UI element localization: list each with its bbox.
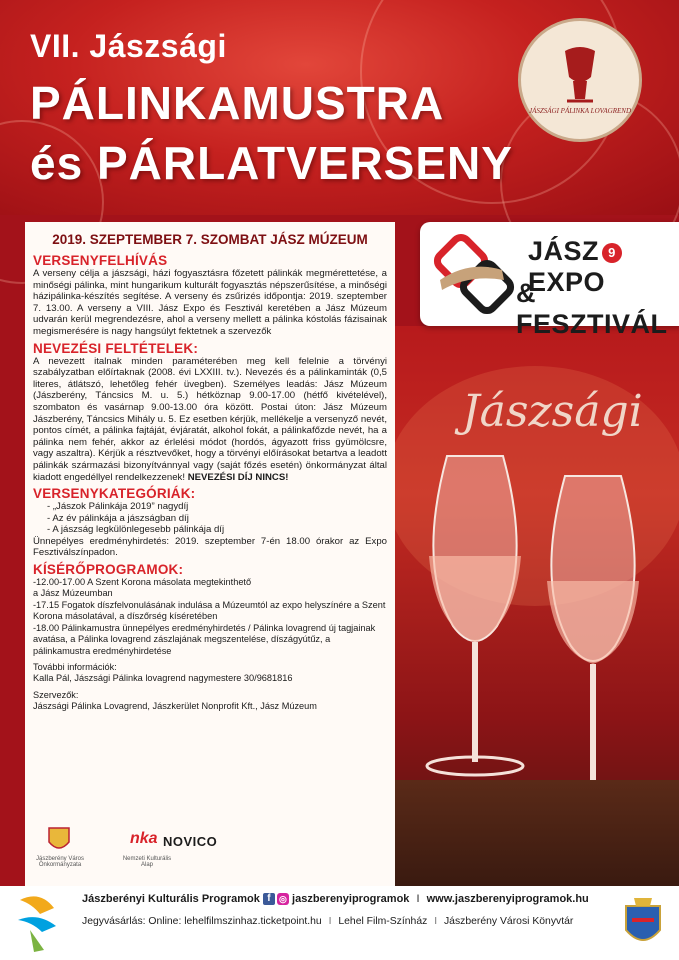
info-label: További információk: xyxy=(33,661,117,672)
barrel-background xyxy=(395,780,679,886)
footer xyxy=(0,886,679,960)
cup-emblem-icon xyxy=(521,21,639,139)
info-contact: Kalla Pál, Jászsági Pálinka lovagrend nagymestere 30/9681816 xyxy=(33,673,293,684)
section-text-call: A verseny célja a jászsági, házi fogyasztásra főzetett pálinkák megmérettetése, a minőségi pálinka, mint hungarikum kulturált fogyasztás népszerűsítése, a minőségi házipálinka-készítés segítése. A verseny és zsűrizés időpontja: 2019. szeptember 7. 13.00. A verseny a VIII. Jász Expo és Fesztivál keretében a Jász Múzeum udvarán kerül megrendezésre, ahol a verseny mellett a pálinka kóstolás fázisainak megismerésére is nagy hangsúlyt fektetnek a szervezők xyxy=(33,268,387,337)
section-title-programs: KÍSÉRŐPROGRAMOK: xyxy=(33,562,184,578)
event-date: 2019. SZEPTEMBER 7. SZOMBAT JÁSZ MÚZEUM xyxy=(52,232,368,247)
list-item: - „Jászok Pálinkája 2019” nagydíj xyxy=(47,501,189,513)
palinka-lovagrend-seal xyxy=(518,18,642,142)
sponsor-city: Jászberény Város Önkormányzata xyxy=(35,856,85,868)
section-title-categories: VERSENYKATEGÓRIÁK: xyxy=(33,486,196,502)
city-coat-of-arms-icon xyxy=(47,826,71,854)
instagram-icon[interactable]: ◎ xyxy=(277,893,289,905)
event-title-line1: PÁLINKAMUSTRA xyxy=(30,77,445,129)
award-ceremony: Ünnepélyes eredményhirdetés: 2019. szeptember 7-én 18.00 órakor az Expo Fesztiválszínpadon. xyxy=(33,535,387,559)
list-item: -17.15 Fogatok díszfelvonulásának indulása a Múzeumtól az expo helyszínére a Szent Korona másolatával, a díszőrség kíséretében xyxy=(33,599,386,622)
sponsor-nka: Nemzeti Kulturális Alap xyxy=(122,856,172,868)
footer-ticket-link[interactable]: Jegyvásárlás: Online: lehelfilmszinhaz.ticketpoint.hu xyxy=(82,916,322,927)
no-entry-fee: NEVEZÉSI DÍJ NINCS! xyxy=(187,471,289,483)
footer-library: Jászberény Városi Könyvtár xyxy=(443,916,574,927)
footer-website-link[interactable]: www.jaszberenyiprogramok.hu xyxy=(426,893,589,905)
content-panel xyxy=(25,222,395,897)
list-item: - Az év pálinkája a jászságban díj xyxy=(47,512,189,524)
expo-edition-number: 9 xyxy=(602,243,622,263)
footer-org-name: Jászberényi Kulturális Programok xyxy=(82,893,260,905)
footer-line1: Jászberényi Kulturális Programok f ◎ jaszberenyiprogramok I www.jaszberenyiprogramok.hu xyxy=(82,893,589,905)
jasz-expo-logo xyxy=(420,222,679,339)
footer-social-handle[interactable]: jaszberenyiprogramok xyxy=(292,893,410,905)
expo-title-jasz: JÁSZ xyxy=(528,236,600,266)
footer-venue: Lehel Film-Színház xyxy=(338,916,428,927)
event-edition-title: VII. Jászsági xyxy=(30,28,227,64)
facebook-icon[interactable]: f xyxy=(263,893,275,905)
list-item: -18.00 Pálinkamustra ünnepélyes eredményhirdetés / Pálinka lovagrend új tagjainak avatása, a Pálinka lovagrend zászlajának megszentelése, díszágyútűz, a pálinkamustra eredményhirdetése xyxy=(33,622,376,656)
list-item: - A jászság legkülönlegesebb pálinkája díj xyxy=(47,524,225,536)
footer-line2: Jegyvásárlás: Online: lehelfilmszinhaz.ticketpoint.hu I Lehel Film-Színház I Jászberény Városi Könyvtár xyxy=(82,916,574,927)
section-text-entry xyxy=(33,356,387,484)
jkp-logo-icon xyxy=(10,890,70,954)
nka-logo: nka xyxy=(130,830,158,847)
organizers-list: Jászsági Pálinka Lovagrend, Jászkerület Nonprofit Kft., Jász Múzeum xyxy=(33,701,317,712)
list-item: a Jász Múzeumban xyxy=(33,588,113,599)
section-title-call: VERSENYFELHÍVÁS xyxy=(33,253,168,268)
seal-text: JÁSZSÁGI PÁLINKA LOVAGREND xyxy=(528,107,631,115)
expo-title-expo: EXPO xyxy=(528,267,606,297)
organizers-label: Szervezők: xyxy=(33,689,79,700)
sponsor-logos xyxy=(35,822,385,882)
expo-subtitle: & FESZTIVÁL xyxy=(516,278,668,339)
list-item: -12.00-17.00 A Szent Korona másolata megtekinthető xyxy=(33,577,252,588)
section-title-entry: NEVEZÉSI FELTÉTELEK: xyxy=(33,340,199,356)
expo-emblem-icon xyxy=(430,230,520,320)
coat-of-arms-icon xyxy=(620,892,666,952)
event-title-line2: és PÁRLATVERSENY xyxy=(30,137,513,189)
jaszsagi-script-logo: Jászsági xyxy=(462,386,643,437)
entry-conditions: A nevezett italnak minden paraméterében meg kell felelnie a törvényi szabályzatban előírtaknak (2008. évi LXXIII. tv.). Nevezés és a pálinkaminták (0,5 literes, átlátszó, lehetőleg fehér üvegben). Személyes leadás: Jász Múzeum (Jászberény, Táncsics M. u. 5.) hétköznap 9.00-17.00 (hétfő kivételével), szombaton és vasárnap 9.00-13.00 óra között. Postai úton: Jász Múzeum Jászberény, Táncsics Mihály u. 5. Ez esetben kérjük, mellékelje a versenyző nevét, pontos címét, a pálinka fajtáját, évjáratát, alkohol fokát, a pálinkafőzde nevét, ha a pálinka nem fehér, akkor az érlelési módot (hordós, ágyazott friss gyümölcsre, vagy aszaltra). Kérjük a résztvevőket, hogy a törvényi előírásokat betartva a leadott pálinkák származási bizonyítvánnyal vagy (saját főzés esetén) önkormányzat által kiadott engedéllyel rendelkezzenek! xyxy=(33,355,387,483)
novico-logo: NOVICO xyxy=(163,834,218,849)
